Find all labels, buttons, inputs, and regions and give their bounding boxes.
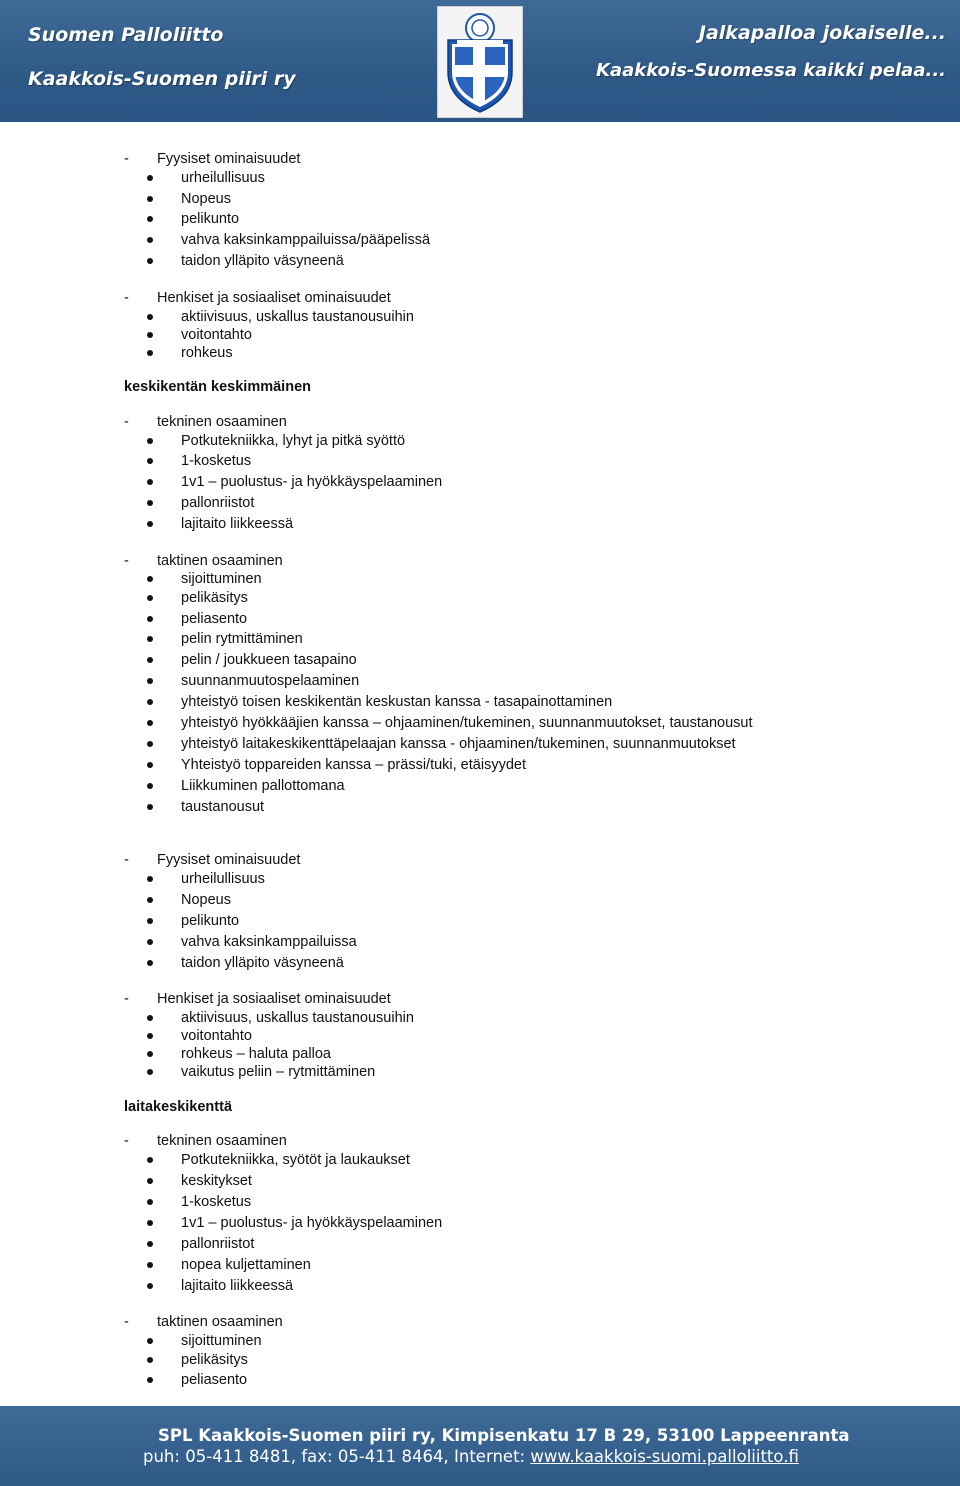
- line-text: nopea kuljettaminen: [181, 1257, 311, 1273]
- bullet-icon: [147, 1220, 153, 1226]
- header-subslogan: Kaakkois-Suomessa kaikki pelaa...: [596, 60, 946, 81]
- dash-marker: -: [124, 290, 129, 306]
- bullet-icon: [147, 616, 153, 622]
- bullet-icon: [147, 216, 153, 222]
- line-text: pelin / joukkueen tasapaino: [181, 652, 357, 668]
- line-text: pelikäsitys: [181, 1352, 248, 1368]
- bullet-icon: [147, 720, 153, 726]
- line-text: Nopeus: [181, 191, 231, 207]
- bullet-icon: [147, 196, 153, 202]
- line-text: laitakeskikenttä: [124, 1099, 233, 1115]
- line-text: peliasento: [181, 611, 248, 627]
- bullet-icon: [147, 918, 153, 924]
- line-text: Liikkuminen pallottomana: [181, 778, 345, 794]
- line-text: vahva kaksinkamppailuissa/pääpelissä: [181, 232, 431, 248]
- line-text: vaikutus peliin – rytmittäminen: [181, 1064, 376, 1080]
- bullet-icon: [147, 258, 153, 264]
- header-district-name: Kaakkois-Suomen piiri ry: [28, 68, 296, 90]
- bullet-icon: [147, 876, 153, 882]
- line-text: taktinen osaaminen: [157, 1314, 283, 1330]
- line-text: tekninen osaaminen: [157, 414, 287, 430]
- page-footer-banner: [0, 1406, 960, 1486]
- line-text: taidon ylläpito väsyneenä: [181, 253, 344, 269]
- dash-marker: -: [124, 553, 129, 569]
- bullet-icon: [147, 500, 153, 506]
- bullet-icon: [147, 939, 153, 945]
- bullet-icon: [147, 1283, 153, 1289]
- line-text: voitontahto: [181, 327, 252, 343]
- line-text: rohkeus: [181, 345, 233, 361]
- line-text: Nopeus: [181, 892, 231, 908]
- dash-marker: -: [124, 852, 129, 868]
- footer-website-link[interactable]: www.kaakkois-suomi.palloliitto.fi: [530, 1447, 799, 1466]
- line-text: Potkutekniikka, syötöt ja laukaukset: [181, 1152, 410, 1168]
- bullet-icon: [147, 897, 153, 903]
- line-text: 1-kosketus: [181, 453, 252, 469]
- bullet-icon: [147, 576, 153, 582]
- bullet-icon: [147, 479, 153, 485]
- bullet-icon: [147, 438, 153, 444]
- bullet-icon: [147, 762, 153, 768]
- line-text: yhteistyö laitakeskikenttäpelaajan kanssa - ohjaaminen/tukeminen, suunnanmuutokset: [181, 736, 736, 752]
- line-text: pelin rytmittäminen: [181, 631, 303, 647]
- line-text: taktinen osaaminen: [157, 553, 283, 569]
- line-text: Fyysiset ominaisuudet: [157, 151, 301, 167]
- line-text: urheilullisuus: [181, 170, 265, 186]
- bullet-icon: [147, 595, 153, 601]
- line-text: aktiivisuus, uskallus taustanousuihin: [181, 309, 414, 325]
- line-text: vahva kaksinkamppailuissa: [181, 934, 357, 950]
- line-text: sijoittuminen: [181, 571, 262, 587]
- dash-marker: -: [124, 151, 129, 167]
- bullet-icon: [147, 1357, 153, 1363]
- line-text: Henkiset ja sosiaaliset ominaisuudet: [157, 290, 391, 306]
- line-text: pelikunto: [181, 913, 240, 929]
- line-text: pallonriistot: [181, 495, 255, 511]
- bullet-icon: [147, 1015, 153, 1021]
- line-text: lajitaito liikkeessä: [181, 516, 294, 532]
- line-text: taustanousut: [181, 799, 265, 815]
- line-text: peliasento: [181, 1372, 248, 1388]
- line-text: urheilullisuus: [181, 871, 265, 887]
- bullet-icon: [147, 1262, 153, 1268]
- bullet-icon: [147, 1157, 153, 1163]
- line-text: keskikentän keskimmäinen: [124, 379, 311, 395]
- bullet-icon: [147, 237, 153, 243]
- line-text: 1v1 – puolustus- ja hyökkäyspelaaminen: [181, 1215, 443, 1231]
- bullet-icon: [147, 1069, 153, 1075]
- bullet-icon: [147, 1051, 153, 1057]
- bullet-icon: [147, 1377, 153, 1383]
- bullet-icon: [147, 175, 153, 181]
- bullet-icon: [147, 314, 153, 320]
- bullet-icon: [147, 332, 153, 338]
- dash-marker: -: [124, 991, 129, 1007]
- bullet-icon: [147, 699, 153, 705]
- line-text: voitontahto: [181, 1028, 252, 1044]
- bullet-icon: [147, 636, 153, 642]
- footer-address: SPL Kaakkois-Suomen piiri ry, Kimpisenkatu 17 B 29, 53100 Lappeenranta: [158, 1426, 850, 1445]
- bullet-icon: [147, 521, 153, 527]
- line-text: tekninen osaaminen: [157, 1133, 287, 1149]
- bullet-icon: [147, 804, 153, 810]
- line-text: Yhteistyö toppareiden kanssa – prässi/tuki, etäisyydet: [181, 757, 526, 773]
- bullet-icon: [147, 1033, 153, 1039]
- bullet-icon: [147, 657, 153, 663]
- bullet-icon: [147, 1338, 153, 1344]
- bullet-icon: [147, 350, 153, 356]
- line-text: 1-kosketus: [181, 1194, 252, 1210]
- line-text: keskitykset: [181, 1173, 252, 1189]
- dash-marker: -: [124, 414, 129, 430]
- line-text: lajitaito liikkeessä: [181, 1278, 294, 1294]
- line-text: yhteistyö toisen keskikentän keskustan kanssa - tasapainottaminen: [181, 694, 613, 710]
- line-text: aktiivisuus, uskallus taustanousuihin: [181, 1010, 414, 1026]
- bullet-icon: [147, 1178, 153, 1184]
- bullet-icon: [147, 1241, 153, 1247]
- line-text: pelikäsitys: [181, 590, 248, 606]
- line-text: 1v1 – puolustus- ja hyökkäyspelaaminen: [181, 474, 443, 490]
- bullet-icon: [147, 458, 153, 464]
- line-text: Potkutekniikka, lyhyt ja pitkä syöttö: [181, 433, 406, 449]
- header-slogan: Jalkapalloa jokaiselle...: [698, 22, 946, 44]
- line-text: rohkeus – haluta palloa: [181, 1046, 331, 1062]
- dash-marker: -: [124, 1314, 129, 1330]
- bullet-icon: [147, 960, 153, 966]
- line-text: Fyysiset ominaisuudet: [157, 852, 301, 868]
- footer-contacts: [143, 1447, 799, 1466]
- line-text: suunnanmuutospelaaminen: [181, 673, 360, 689]
- line-text: yhteistyö hyökkääjien kanssa – ohjaaminen/tukeminen, suunnanmuutokset, taustanousut: [181, 715, 753, 731]
- bullet-icon: [147, 741, 153, 747]
- dash-marker: -: [124, 1133, 129, 1149]
- line-text: pallonriistot: [181, 1236, 255, 1252]
- footer-phone-fax: puh: 05-411 8481, fax: 05-411 8464, Internet:: [143, 1447, 531, 1466]
- header-org-name: Suomen Palloliitto: [28, 24, 224, 46]
- bullet-icon: [147, 783, 153, 789]
- line-text: sijoittuminen: [181, 1333, 262, 1349]
- bullet-icon: [147, 678, 153, 684]
- line-text: pelikunto: [181, 211, 240, 227]
- line-text: taidon ylläpito väsyneenä: [181, 955, 344, 971]
- line-text: Henkiset ja sosiaaliset ominaisuudet: [157, 991, 391, 1007]
- bullet-icon: [147, 1199, 153, 1205]
